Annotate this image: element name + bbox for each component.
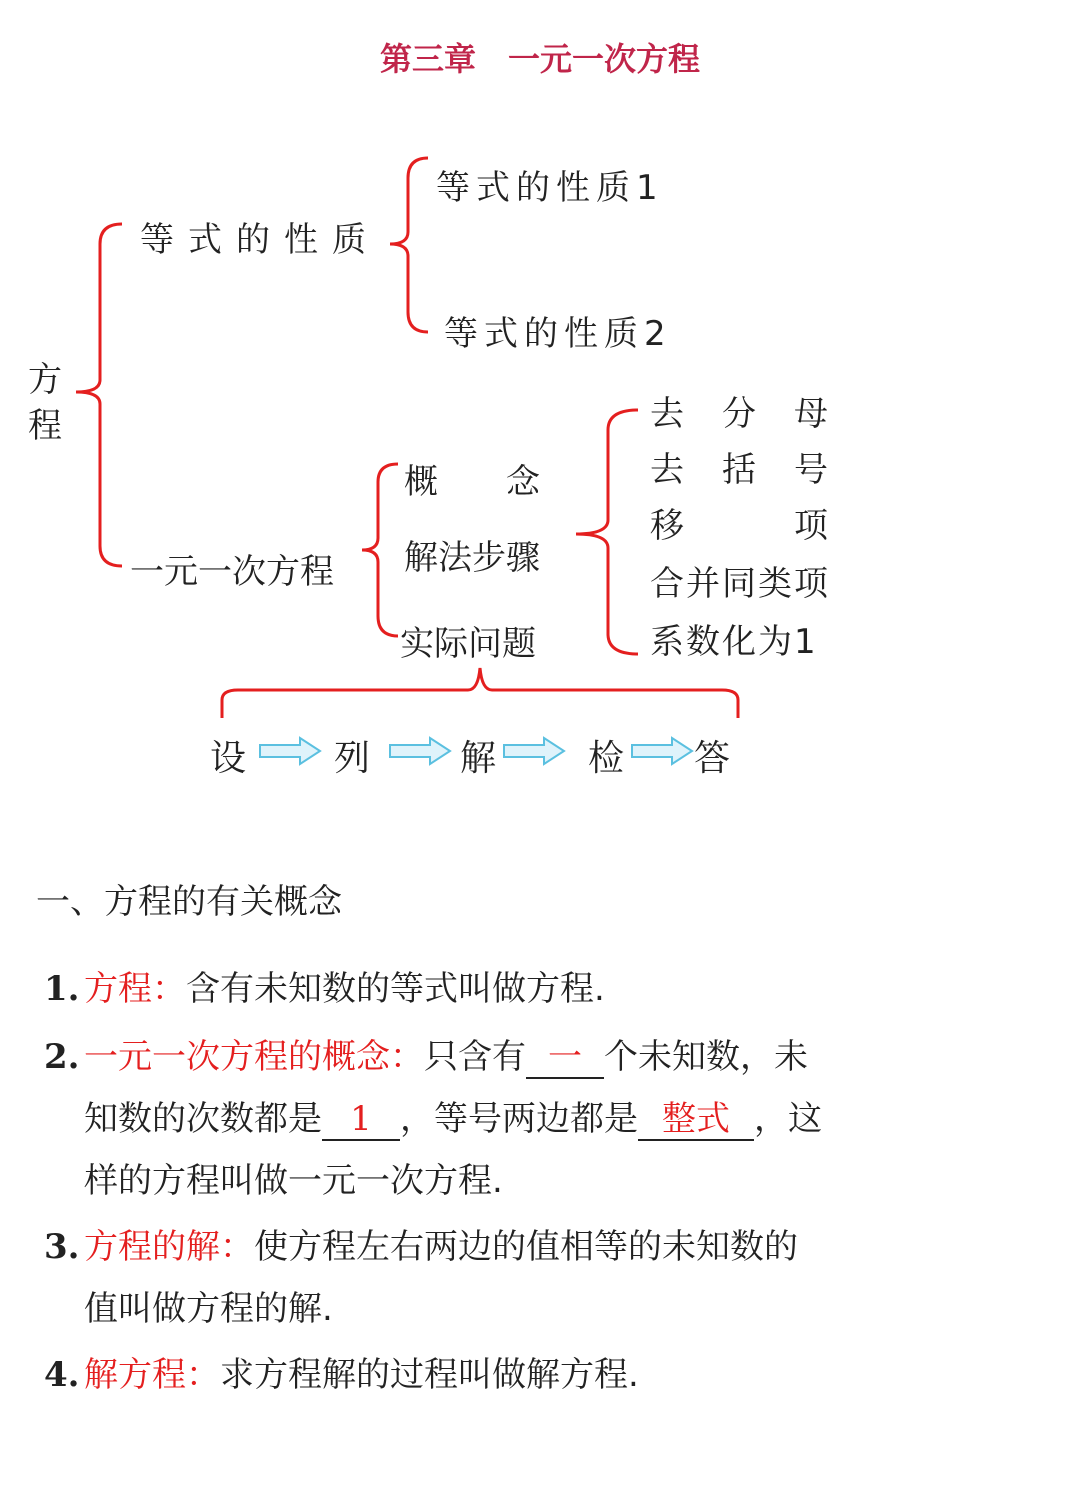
item-text: 知数的次数都是 [84, 1099, 322, 1139]
item-text: 使方程左右两边的值相等的未知数的 [254, 1227, 798, 1267]
node-concept: 概 念 [404, 462, 540, 502]
property-1: 等式的性质1 [436, 168, 664, 208]
item-term: 方程： [84, 969, 186, 1009]
property-2: 等式的性质2 [444, 314, 672, 354]
step-2: 去 括 号 [650, 450, 830, 490]
branch1-brace [390, 158, 428, 332]
item-term: 一元一次方程的概念： [84, 1037, 424, 1077]
step-3: 移 项 [650, 506, 830, 546]
item-number: 1. [44, 969, 80, 1009]
definition-item-2 [44, 1026, 904, 1212]
branch-properties: 等式的性质 [140, 220, 380, 260]
step-4: 合并同类项 [650, 564, 830, 604]
flow-brace [222, 668, 738, 718]
item-text: 含有未知数的等式叫做方程. [186, 969, 605, 1009]
fill-blank: 1 [322, 1099, 400, 1141]
fill-blank: 一 [526, 1037, 604, 1079]
item-text: 样的方程叫做一元一次方程. [84, 1161, 503, 1201]
flow-step-answer: 答 [694, 738, 731, 779]
item-text: 求方程解的过程叫做解方程. [220, 1355, 639, 1395]
item-text: 个未知数，未 [604, 1037, 808, 1077]
step-1: 去 分 母 [650, 394, 830, 434]
step-5: 系数化为1 [650, 622, 818, 662]
right-arrow-icon [388, 736, 452, 766]
item-text: ，等号两边都是 [400, 1099, 638, 1139]
branch2-brace [362, 464, 398, 636]
fill-blank: 整式 [638, 1099, 754, 1141]
item-text: 值叫做方程的解. [84, 1289, 333, 1329]
definition-item-3 [44, 1216, 904, 1340]
flow-step-solve: 解 [460, 738, 497, 779]
flow-step-check: 检 [588, 738, 625, 779]
item-number: 4. [44, 1355, 80, 1395]
flow-step-set: 设 [210, 738, 247, 779]
item-number: 2. [44, 1037, 80, 1077]
item-text: 只含有 [424, 1037, 526, 1077]
node-solving-steps: 解法步骤 [404, 538, 540, 578]
steps-brace [576, 410, 638, 654]
right-arrow-icon [630, 736, 694, 766]
root-node-bottom: 程 [28, 406, 62, 446]
definition-item-4 [44, 1344, 904, 1406]
root-node-top: 方 [28, 360, 62, 400]
definition-item-1 [44, 958, 904, 1020]
item-line [44, 1088, 904, 1150]
item-number: 3. [44, 1227, 80, 1267]
section-heading: 一、方程的有关概念 [36, 882, 342, 922]
item-term: 解方程： [84, 1355, 220, 1395]
right-arrow-icon [258, 736, 322, 766]
right-arrow-icon [502, 736, 566, 766]
item-text: ，这 [754, 1099, 822, 1139]
item-line [44, 1278, 904, 1340]
root-brace [76, 224, 122, 566]
node-practical-problems: 实际问题 [400, 624, 536, 664]
item-line [44, 1150, 904, 1212]
flow-step-list: 列 [334, 738, 371, 779]
page-title: 第三章 一元一次方程 [379, 40, 700, 78]
item-term: 方程的解： [84, 1227, 254, 1267]
branch-linear-equation: 一元一次方程 [130, 552, 334, 592]
